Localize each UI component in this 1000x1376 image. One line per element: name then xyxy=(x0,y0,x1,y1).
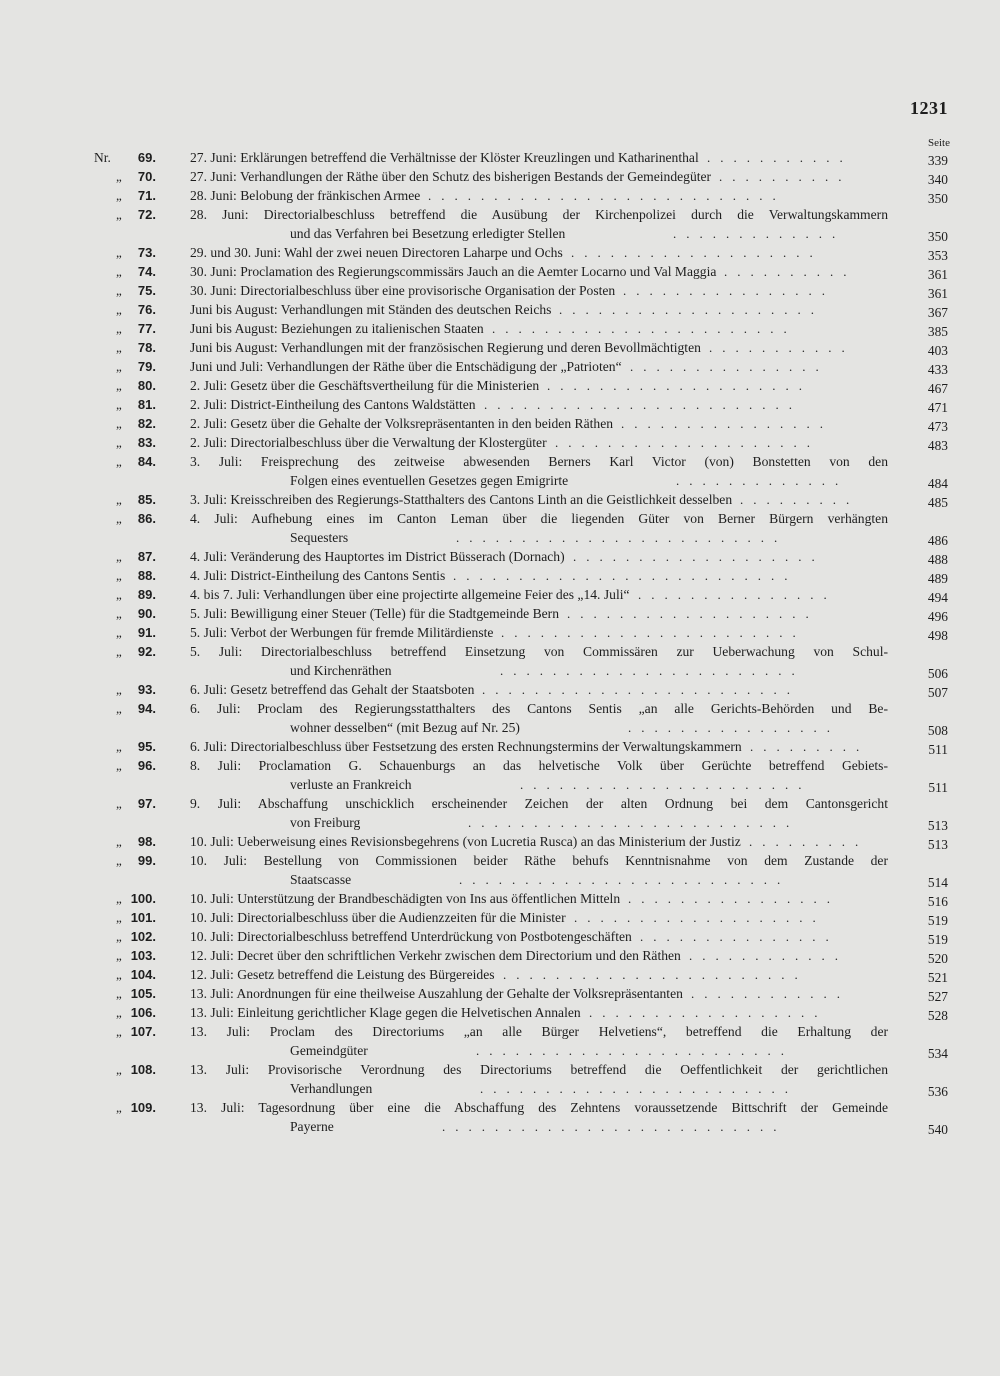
entry-title-line: Juni bis August: Verhandlungen mit Ständen des deutschen Reichs xyxy=(190,302,552,317)
toc-entry xyxy=(0,395,1000,414)
entry-title-line: 9. Juli: Abschaffung unschicklich erscheinender Zeichen der alten Ordnung bei dem Cantonsgericht xyxy=(190,796,888,811)
entry-title-line: 10. Juli: Directorialbeschluss betreffend Unterdrückung von Postbotengeschäften xyxy=(190,929,632,944)
entry-number: 106. xyxy=(130,1005,156,1020)
ditto-mark: „ xyxy=(116,739,122,754)
leader-dots: ......................... xyxy=(459,872,791,887)
page-reference: 506 xyxy=(927,666,948,681)
leader-dots: ............ xyxy=(691,986,850,1001)
page-reference: 527 xyxy=(927,989,948,1004)
toc-entry xyxy=(0,376,1000,395)
page-reference: 494 xyxy=(927,590,948,605)
entry-title-line: 13. Juli: Anordnungen für eine theilweise Auszahlung der Gehalte der Volksrepräsentanten xyxy=(190,986,683,1001)
leader-dots: ....................... xyxy=(492,321,797,336)
entry-title-line: 29. und 30. Juni: Wahl der zwei neuen Directoren Laharpe und Ochs xyxy=(190,245,563,260)
entry-number: 90. xyxy=(137,606,156,621)
ditto-mark: „ xyxy=(116,1062,122,1077)
toc-entry xyxy=(0,889,1000,908)
entry-title-line: 28. Juni: Belobung der fränkischen Armee xyxy=(190,188,421,203)
entry-title-line: 27. Juni: Verhandlungen der Räthe über den Schutz des bisherigen Bestands der Gemeindegüter xyxy=(190,169,712,184)
table-of-contents xyxy=(0,148,1000,1136)
entry-number: 77. xyxy=(137,321,156,336)
leader-dots: ................ xyxy=(628,720,840,735)
entry-number: 101. xyxy=(130,910,156,925)
page-reference: 521 xyxy=(927,970,948,985)
toc-entry xyxy=(0,566,1000,585)
toc-entry xyxy=(0,452,1000,490)
page-reference: 385 xyxy=(927,324,948,339)
entry-title-line: 5. Juli: Directorialbeschluss betreffend Einsetzung von Commissären zur Ueberwachung von Schul- xyxy=(190,644,888,659)
page-reference: 473 xyxy=(927,419,948,434)
leader-dots: ............... xyxy=(640,929,839,944)
entry-number: 89. xyxy=(137,587,156,602)
entry-title-line: Juni bis August: Beziehungen zu italienischen Staaten xyxy=(190,321,484,336)
entry-title-continuation: wohner desselben“ (mit Bezug auf Nr. 25) xyxy=(290,720,520,735)
entry-title-line: 6. Juli: Gesetz betreffend das Gehalt der Staatsboten xyxy=(190,682,475,697)
page-reference: 513 xyxy=(927,837,948,852)
ditto-mark: „ xyxy=(116,910,122,925)
page-reference: 519 xyxy=(927,932,948,947)
entry-title-line: 8. Juli: Proclamation G. Schauenburgs an das helvetische Volk über Gerüchte betreffend Gebiets- xyxy=(190,758,888,773)
ditto-mark: „ xyxy=(116,549,122,564)
nr-label: Nr. xyxy=(94,150,111,165)
toc-entry xyxy=(0,642,1000,680)
leader-dots: ......... xyxy=(740,492,860,507)
page-reference: 508 xyxy=(927,723,948,738)
entry-title-line: 2. Juli: Directorialbeschluss über die Verwaltung der Klostergüter xyxy=(190,435,547,450)
ditto-mark: „ xyxy=(116,929,122,944)
entry-number: 72. xyxy=(137,207,156,222)
entry-number: 87. xyxy=(137,549,156,564)
entry-title-line: 5. Juli: Verbot der Werbungen für fremde Militärdienste xyxy=(190,625,494,640)
entry-title-line: Juni und Juli: Verhandlungen der Räthe über die Entschädigung der „Patrioten“ xyxy=(190,359,622,374)
toc-entry xyxy=(0,851,1000,889)
leader-dots: ................... xyxy=(574,910,826,925)
entry-number: 100. xyxy=(130,891,156,906)
ditto-mark: „ xyxy=(116,245,122,260)
leader-dots: ............... xyxy=(630,359,829,374)
entry-title-continuation: Staatscasse xyxy=(290,872,352,887)
leader-dots: ....................... xyxy=(501,625,806,640)
toc-entry xyxy=(0,927,1000,946)
page-reference: 367 xyxy=(927,305,948,320)
page-reference: 496 xyxy=(927,609,948,624)
entry-title-line: 13. Juli: Tagesordnung über eine die Abschaffung des Zehntens voraussetzende Bittschrift der Gemeinde xyxy=(190,1100,888,1115)
leader-dots: ................ xyxy=(628,891,840,906)
ditto-mark: „ xyxy=(116,948,122,963)
leader-dots: ........................... xyxy=(428,188,786,203)
leader-dots: .......... xyxy=(724,264,857,279)
ditto-mark: „ xyxy=(116,416,122,431)
toc-entry xyxy=(0,984,1000,1003)
entry-title-line: 13. Juli: Einleitung gerichtlicher Klage gegen die Helvetischen Annalen xyxy=(190,1005,581,1020)
page-reference: 485 xyxy=(927,495,948,510)
page-reference: 498 xyxy=(927,628,948,643)
toc-entry xyxy=(0,908,1000,927)
ditto-mark: „ xyxy=(116,967,122,982)
leader-dots: ............ xyxy=(689,948,848,963)
entry-title-line: 6. Juli: Directorialbeschluss über Festsetzung des ersten Rechnungstermins der Verwaltungskammern xyxy=(190,739,742,754)
ditto-mark: „ xyxy=(116,188,122,203)
toc-entry xyxy=(0,680,1000,699)
entry-title-continuation: von Freiburg xyxy=(290,815,361,830)
leader-dots: ................ xyxy=(621,416,833,431)
ditto-mark: „ xyxy=(116,834,122,849)
toc-entry xyxy=(0,623,1000,642)
ditto-mark: „ xyxy=(116,587,122,602)
entry-title-continuation: Gemeindgüter xyxy=(290,1043,368,1058)
entry-title-line: 27. Juni: Erklärungen betreffend die Verhältnisse der Klöster Kreuzlingen und Katharinenthal xyxy=(190,150,699,165)
entry-number: 94. xyxy=(137,701,156,716)
leader-dots: ....................... xyxy=(503,967,808,982)
entry-number: 96. xyxy=(137,758,156,773)
ditto-mark: „ xyxy=(116,283,122,298)
toc-entry xyxy=(0,148,1000,167)
ditto-mark: „ xyxy=(116,397,122,412)
ditto-mark: „ xyxy=(116,1005,122,1020)
entry-number: 81. xyxy=(137,397,156,412)
ditto-mark: „ xyxy=(116,568,122,583)
leader-dots: ......... xyxy=(749,834,869,849)
page-reference: 507 xyxy=(927,685,948,700)
leader-dots: ............... xyxy=(638,587,837,602)
entry-title-continuation: Verhandlungen xyxy=(290,1081,373,1096)
ditto-mark: „ xyxy=(116,1100,122,1115)
entry-number: 70. xyxy=(137,169,156,184)
page-reference: 403 xyxy=(927,343,948,358)
page-reference: 511 xyxy=(928,780,948,795)
leader-dots: .................... xyxy=(547,378,812,393)
entry-title-line: 30. Juni: Proclamation des Regierungscommissärs Jauch an die Aemter Locarno und Val Maggia xyxy=(190,264,717,279)
entry-title-line: 6. Juli: Proclam des Regierungsstatthalters des Cantons Sentis „an alle Gerichts-Behörden und Be- xyxy=(190,701,888,716)
entry-number: 75. xyxy=(137,283,156,298)
page-reference: 483 xyxy=(927,438,948,453)
ditto-mark: „ xyxy=(116,682,122,697)
entry-title-continuation: verluste an Frankreich xyxy=(290,777,412,792)
entry-number: 85. xyxy=(137,492,156,507)
leader-dots: .................... xyxy=(559,302,824,317)
page-reference: 511 xyxy=(928,742,948,757)
toc-entry xyxy=(0,547,1000,566)
page-reference: 519 xyxy=(927,913,948,928)
leader-dots: ......................... xyxy=(456,530,788,545)
toc-entry xyxy=(0,832,1000,851)
ditto-mark: „ xyxy=(116,454,122,469)
entry-number: 79. xyxy=(137,359,156,374)
entry-title-line: 5. Juli: Bewilligung einer Steuer (Telle) für die Stadtgemeinde Bern xyxy=(190,606,560,621)
toc-entry xyxy=(0,281,1000,300)
toc-entry xyxy=(0,414,1000,433)
ditto-mark: „ xyxy=(116,264,122,279)
toc-entry xyxy=(0,946,1000,965)
page-reference: 467 xyxy=(927,381,948,396)
entry-title-continuation: Folgen eines eventuellen Gesetzes gegen Emigrirte xyxy=(290,473,569,488)
toc-entry xyxy=(0,319,1000,338)
entry-title-line: 13. Juli: Provisorische Verordnung des Directoriums betreffend die Oeffentlichkeit der gerichtlichen xyxy=(190,1062,888,1077)
entry-number: 74. xyxy=(137,264,156,279)
page-reference: 534 xyxy=(927,1046,948,1061)
toc-entry xyxy=(0,357,1000,376)
page-number: 1231 xyxy=(910,98,948,118)
ditto-mark: „ xyxy=(116,340,122,355)
toc-entry xyxy=(0,509,1000,547)
ditto-mark: „ xyxy=(116,625,122,640)
leader-dots: ........................ xyxy=(476,1043,794,1058)
leader-dots: ................ xyxy=(623,283,835,298)
entry-title-continuation: Sequesters xyxy=(290,530,349,545)
page-reference: 339 xyxy=(927,153,948,168)
toc-entry xyxy=(0,262,1000,281)
page-reference: 484 xyxy=(927,476,948,491)
entry-title-line: 4. Juli: Aufhebung eines im Canton Leman über die liegenden Güter von Berner Bürgern verhängten xyxy=(190,511,888,526)
toc-entry xyxy=(0,604,1000,623)
toc-entry xyxy=(0,243,1000,262)
entry-title-line: 12. Juli: Decret über den schriftlichen Verkehr zwischen dem Directorium und den Räthen xyxy=(190,948,681,963)
ditto-mark: „ xyxy=(116,207,122,222)
entry-title-line: 30. Juni: Directorialbeschluss über eine provisorische Organisation der Posten xyxy=(190,283,616,298)
entry-number: 80. xyxy=(137,378,156,393)
page-reference: 489 xyxy=(927,571,948,586)
leader-dots: ............. xyxy=(676,473,849,488)
entry-number: 92. xyxy=(137,644,156,659)
ditto-mark: „ xyxy=(116,378,122,393)
entry-number: 83. xyxy=(137,435,156,450)
ditto-mark: „ xyxy=(116,169,122,184)
entry-number: 104. xyxy=(130,967,156,982)
ditto-mark: „ xyxy=(116,435,122,450)
toc-entry xyxy=(0,1060,1000,1098)
leader-dots: ............. xyxy=(673,226,846,241)
entry-number: 97. xyxy=(137,796,156,811)
leader-dots: ........... xyxy=(707,150,853,165)
entry-title-line: 12. Juli: Gesetz betreffend die Leistung des Bürgereides xyxy=(190,967,495,982)
leader-dots: ...................... xyxy=(520,777,812,792)
page-reference: 536 xyxy=(927,1084,948,1099)
entry-number: 99. xyxy=(137,853,156,868)
leader-dots: .......................... xyxy=(442,1119,787,1134)
entry-number: 105. xyxy=(130,986,156,1001)
page-reference: 350 xyxy=(927,229,948,244)
page-reference: 433 xyxy=(927,362,948,377)
toc-entry xyxy=(0,186,1000,205)
entry-title-continuation: und Kirchenräthen xyxy=(290,663,392,678)
leader-dots: .......... xyxy=(719,169,852,184)
page-reference: 528 xyxy=(927,1008,948,1023)
page-reference: 361 xyxy=(927,286,948,301)
leader-dots: .................. xyxy=(589,1005,828,1020)
toc-entry xyxy=(0,167,1000,186)
entry-title-line: 10. Juli: Ueberweisung eines Revisionsbegehrens (von Lucretia Rusca) an das Ministerium der Justiz xyxy=(190,834,741,849)
entry-title-line: 10. Juli: Bestellung von Commissionen beider Räthe behufs Kenntnisnahme von dem Zustande der xyxy=(190,853,888,868)
ditto-mark: „ xyxy=(116,1024,122,1039)
entry-number: 103. xyxy=(130,948,156,963)
entry-number: 84. xyxy=(137,454,156,469)
ditto-mark: „ xyxy=(116,891,122,906)
entry-title-line: 4. bis 7. Juli: Verhandlungen über eine projectirte allgemeine Feier des „14. Juli“ xyxy=(190,587,630,602)
page-reference: 486 xyxy=(927,533,948,548)
ditto-mark: „ xyxy=(116,606,122,621)
leader-dots: ......................... xyxy=(468,815,800,830)
entry-number: 93. xyxy=(137,682,156,697)
leader-dots: ....................... xyxy=(500,663,805,678)
toc-entry xyxy=(0,585,1000,604)
entry-title-line: 13. Juli: Proclam des Directoriums „an alle Bürger Helvetiens“, betreffend die Erhaltung der xyxy=(190,1024,888,1039)
ditto-mark: „ xyxy=(116,853,122,868)
entry-title-line: 28. Juni: Directorialbeschluss betreffend die Ausübung der Kirchenpolizei durch die Verwaltungskammern xyxy=(190,207,888,222)
ditto-mark: „ xyxy=(116,644,122,659)
ditto-mark: „ xyxy=(116,758,122,773)
leader-dots: ........... xyxy=(709,340,855,355)
ditto-mark: „ xyxy=(116,321,122,336)
toc-entry xyxy=(0,338,1000,357)
entry-number: 73. xyxy=(137,245,156,260)
toc-entry xyxy=(0,205,1000,243)
ditto-mark: „ xyxy=(116,986,122,1001)
entry-number: 91. xyxy=(137,625,156,640)
page-reference: 471 xyxy=(927,400,948,415)
leader-dots: .................... xyxy=(555,435,820,450)
toc-entry xyxy=(0,300,1000,319)
ditto-mark: „ xyxy=(116,701,122,716)
entry-title-continuation: und das Verfahren bei Besetzung erledigter Stellen xyxy=(290,226,566,241)
entry-number: 82. xyxy=(137,416,156,431)
leader-dots: ................... xyxy=(567,606,819,621)
entry-number: 86. xyxy=(137,511,156,526)
entry-number: 108. xyxy=(130,1062,156,1077)
entry-number: 71. xyxy=(137,188,156,203)
entry-title-continuation: Payerne xyxy=(290,1119,334,1134)
page-reference: 513 xyxy=(927,818,948,833)
entry-number: 78. xyxy=(137,340,156,355)
leader-dots: ........................ xyxy=(484,397,802,412)
entry-title-line: Juni bis August: Verhandlungen mit der französischen Regierung und deren Bevollmächtigten xyxy=(190,340,701,355)
leader-dots: ................... xyxy=(571,245,823,260)
entry-title-line: 2. Juli: Gesetz über die Geschäftsvertheilung für die Ministerien xyxy=(190,378,540,393)
toc-entry xyxy=(0,433,1000,452)
entry-number: 88. xyxy=(137,568,156,583)
entry-title-line: 3. Juli: Kreisschreiben des Regierungs-Statthalters des Cantons Linth an die Geistlichkeit desselben xyxy=(190,492,733,507)
page-reference: 516 xyxy=(927,894,948,909)
ditto-mark: „ xyxy=(116,511,122,526)
leader-dots: .......................... xyxy=(453,568,798,583)
entry-number: 76. xyxy=(137,302,156,317)
leader-dots: ......... xyxy=(750,739,870,754)
leader-dots: ................... xyxy=(573,549,825,564)
ditto-mark: „ xyxy=(116,492,122,507)
leader-dots: ........................ xyxy=(480,1081,798,1096)
entry-number: 102. xyxy=(130,929,156,944)
entry-number: 107. xyxy=(130,1024,156,1039)
entry-number: 95. xyxy=(137,739,156,754)
toc-entry xyxy=(0,1098,1000,1136)
toc-entry xyxy=(0,1003,1000,1022)
toc-entry xyxy=(0,794,1000,832)
entry-title-line: 10. Juli: Unterstützung der Brandbeschädigten von Ins aus öffentlichen Mitteln xyxy=(190,891,621,906)
toc-entry xyxy=(0,699,1000,737)
ditto-mark: „ xyxy=(116,302,122,317)
ditto-mark: „ xyxy=(116,796,122,811)
entry-title-line: 2. Juli: District-Eintheilung des Cantons Waldstätten xyxy=(190,397,476,412)
entry-title-line: 3. Juli: Freisprechung des zeitweise abwesenden Berners Karl Victor (von) Bonstetten von den xyxy=(190,454,888,469)
leader-dots: ........................ xyxy=(482,682,800,697)
entry-number: 109. xyxy=(130,1100,156,1115)
page-reference: 353 xyxy=(927,248,948,263)
page-reference: 520 xyxy=(927,951,948,966)
ditto-mark: „ xyxy=(116,359,122,374)
toc-entry xyxy=(0,737,1000,756)
seite-column-header: Seite xyxy=(928,137,950,149)
entry-title-line: 4. Juli: District-Eintheilung des Cantons Sentis xyxy=(190,568,446,583)
entry-title-line: 10. Juli: Directorialbeschluss über die Audienzzeiten für die Minister xyxy=(190,910,566,925)
page-reference: 361 xyxy=(927,267,948,282)
entry-number: 98. xyxy=(137,834,156,849)
entry-title-line: 4. Juli: Veränderung des Hauptortes im District Büsserach (Dornach) xyxy=(190,549,565,564)
entry-title-line: 2. Juli: Gesetz über die Gehalte der Volksrepräsentanten in den beiden Räthen xyxy=(190,416,614,431)
toc-entry xyxy=(0,965,1000,984)
page-reference: 350 xyxy=(927,191,948,206)
page-reference: 540 xyxy=(927,1122,948,1137)
page-reference: 514 xyxy=(927,875,948,890)
toc-entry xyxy=(0,1022,1000,1060)
page-reference: 488 xyxy=(927,552,948,567)
page-reference: 340 xyxy=(927,172,948,187)
toc-entry xyxy=(0,756,1000,794)
entry-number: 69. xyxy=(137,150,156,165)
toc-entry xyxy=(0,490,1000,509)
